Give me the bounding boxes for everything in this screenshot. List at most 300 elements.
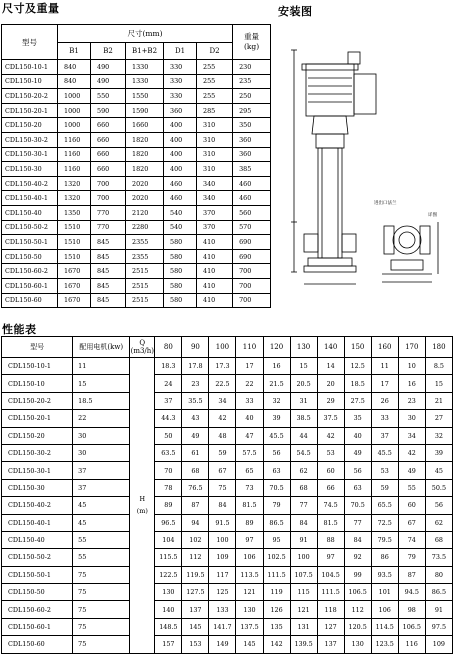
head-value-cell: 86.5 xyxy=(263,514,290,531)
value-cell: 1660 xyxy=(126,118,164,133)
head-value-cell: 145 xyxy=(236,636,263,653)
table-row xyxy=(2,132,271,147)
value-cell: 660 xyxy=(91,147,126,162)
head-value-cell: 49 xyxy=(182,427,209,444)
table-row xyxy=(2,103,271,118)
head-value-cell: 113.5 xyxy=(236,566,263,583)
model-cell: CDL150-10 xyxy=(2,375,73,392)
model-cell: CDL150-20-1 xyxy=(2,410,73,427)
head-value-cell: 29 xyxy=(317,392,344,409)
value-cell: 230 xyxy=(233,60,271,75)
head-value-cell: 137.5 xyxy=(236,618,263,635)
head-value-cell: 86 xyxy=(371,549,398,566)
head-value-cell: 53 xyxy=(371,462,398,479)
head-value-cell: 17 xyxy=(236,358,263,375)
value-cell: 235 xyxy=(233,74,271,89)
head-value-cell: 102 xyxy=(182,531,209,548)
head-value-cell: 66 xyxy=(317,479,344,496)
head-value-cell: 60 xyxy=(317,462,344,479)
head-value-cell: 115 xyxy=(290,584,317,601)
power-cell: 15 xyxy=(73,375,130,392)
flow-header: 110 xyxy=(236,337,263,358)
value-cell: 410 xyxy=(197,278,233,293)
head-value-cell: 22 xyxy=(236,375,263,392)
value-cell: 400 xyxy=(164,147,197,162)
head-value-cell: 10 xyxy=(398,358,425,375)
table-row xyxy=(2,566,453,583)
head-value-cell: 32 xyxy=(425,427,452,444)
head-value-cell: 101 xyxy=(371,584,398,601)
value-cell: 370 xyxy=(197,220,233,235)
value-cell: 1550 xyxy=(126,89,164,104)
head-value-cell: 126 xyxy=(263,601,290,618)
table-row xyxy=(2,601,453,618)
head-value-cell: 97 xyxy=(317,549,344,566)
value-cell: 310 xyxy=(197,147,233,162)
head-value-cell: 45.5 xyxy=(263,427,290,444)
value-cell: 690 xyxy=(233,249,271,264)
power-cell: 30 xyxy=(73,427,130,444)
value-cell: 285 xyxy=(197,103,233,118)
value-cell: 340 xyxy=(197,176,233,191)
head-value-cell: 87 xyxy=(398,566,425,583)
head-value-cell: 37.5 xyxy=(317,410,344,427)
head-value-cell: 86.5 xyxy=(425,584,452,601)
value-cell: 330 xyxy=(164,89,197,104)
value-cell: 410 xyxy=(197,293,233,308)
head-value-cell: 153 xyxy=(182,636,209,653)
head-value-cell: 34 xyxy=(398,427,425,444)
head-value-cell: 16 xyxy=(263,358,290,375)
head-value-cell: 42 xyxy=(209,410,236,427)
model-cell: CDL150-50-1 xyxy=(2,566,73,583)
head-value-cell: 56 xyxy=(425,497,452,514)
value-cell: 845 xyxy=(91,278,126,293)
value-cell: 2355 xyxy=(126,235,164,250)
value-cell: 1670 xyxy=(58,293,91,308)
model-cell: CDL150-40-2 xyxy=(2,497,73,514)
head-value-cell: 40 xyxy=(236,410,263,427)
value-cell: 400 xyxy=(164,118,197,133)
model-cell: CDL150-40 xyxy=(2,205,58,220)
head-value-cell: 15 xyxy=(290,358,317,375)
value-cell: 490 xyxy=(91,60,126,75)
value-cell: 1160 xyxy=(58,162,91,177)
table-row xyxy=(2,549,453,566)
head-value-cell: 31 xyxy=(290,392,317,409)
model-cell: CDL150-40-1 xyxy=(2,514,73,531)
head-value-cell: 54.5 xyxy=(290,444,317,461)
head-value-cell: 48 xyxy=(209,427,236,444)
value-cell: 580 xyxy=(164,235,197,250)
head-value-cell: 73.5 xyxy=(425,549,452,566)
value-cell: 770 xyxy=(91,220,126,235)
table-row xyxy=(2,410,453,427)
power-cell: 75 xyxy=(73,584,130,601)
head-value-cell: 57.5 xyxy=(236,444,263,461)
head-value-cell: 76.5 xyxy=(182,479,209,496)
value-cell: 310 xyxy=(197,162,233,177)
model-cell: CDL150-40 xyxy=(2,531,73,548)
head-value-cell: 63 xyxy=(344,479,371,496)
head-value-cell: 74.5 xyxy=(317,497,344,514)
value-cell: 330 xyxy=(164,74,197,89)
value-cell: 1820 xyxy=(126,147,164,162)
value-cell: 295 xyxy=(233,103,271,118)
value-cell: 845 xyxy=(91,264,126,279)
head-value-cell: 59 xyxy=(371,479,398,496)
table-row xyxy=(2,636,453,653)
head-value-cell: 17 xyxy=(371,375,398,392)
head-value-cell: 127 xyxy=(317,618,344,635)
head-value-cell: 67 xyxy=(398,514,425,531)
power-cell: 18.5 xyxy=(73,392,130,409)
head-value-cell: 18.5 xyxy=(344,375,371,392)
value-cell: 570 xyxy=(233,220,271,235)
flow-header: 150 xyxy=(344,337,371,358)
head-value-cell: 130 xyxy=(344,636,371,653)
model-cell: CDL150-20-2 xyxy=(2,392,73,409)
head-value-cell: 37 xyxy=(371,427,398,444)
head-value-cell: 43 xyxy=(182,410,209,427)
head-value-cell: 94.5 xyxy=(398,584,425,601)
head-value-cell: 55 xyxy=(398,479,425,496)
head-value-cell: 109 xyxy=(425,636,452,653)
model-cell: CDL150-50-2 xyxy=(2,549,73,566)
head-value-cell: 72.5 xyxy=(371,514,398,531)
model-cell: CDL150-60-1 xyxy=(2,618,73,635)
value-cell: 1000 xyxy=(58,103,91,118)
head-value-cell: 39 xyxy=(425,444,452,461)
value-cell: 1000 xyxy=(58,89,91,104)
value-cell: 1350 xyxy=(58,205,91,220)
head-value-cell: 89 xyxy=(155,497,182,514)
head-value-cell: 93.5 xyxy=(371,566,398,583)
table-row xyxy=(2,531,453,548)
head-value-cell: 131 xyxy=(290,618,317,635)
head-value-cell: 12.5 xyxy=(344,358,371,375)
head-value-cell: 73 xyxy=(236,479,263,496)
value-cell: 255 xyxy=(197,89,233,104)
head-value-cell: 91 xyxy=(425,601,452,618)
head-value-cell: 56 xyxy=(263,444,290,461)
installation-drawing xyxy=(278,22,450,302)
flow-header: 100 xyxy=(209,337,236,358)
head-value-cell: 62 xyxy=(290,462,317,479)
value-cell: 255 xyxy=(197,74,233,89)
head-value-cell: 35.5 xyxy=(182,392,209,409)
head-value-cell: 37 xyxy=(155,392,182,409)
power-cell: 22 xyxy=(73,410,130,427)
dims-col-header: B2 xyxy=(91,43,126,60)
model-cell: CDL150-50-1 xyxy=(2,235,58,250)
value-cell: 350 xyxy=(233,118,271,133)
head-value-cell: 97 xyxy=(236,531,263,548)
power-cell: 30 xyxy=(73,444,130,461)
value-cell: 1510 xyxy=(58,235,91,250)
value-cell: 410 xyxy=(197,264,233,279)
value-cell: 580 xyxy=(164,293,197,308)
value-cell: 360 xyxy=(233,132,271,147)
model-cell: CDL150-20-2 xyxy=(2,89,58,104)
head-value-cell: 59 xyxy=(209,444,236,461)
model-cell: CDL150-50 xyxy=(2,584,73,601)
model-cell: CDL150-30 xyxy=(2,479,73,496)
model-cell: CDL150-60 xyxy=(2,293,58,308)
value-cell: 460 xyxy=(233,191,271,206)
model-cell: CDL150-50 xyxy=(2,249,58,264)
power-cell: 75 xyxy=(73,618,130,635)
value-cell: 2280 xyxy=(126,220,164,235)
model-cell: CDL150-30-1 xyxy=(2,462,73,479)
value-cell: 1330 xyxy=(126,60,164,75)
value-cell: 590 xyxy=(91,103,126,118)
table-row xyxy=(2,264,271,279)
table-row xyxy=(2,514,453,531)
value-cell: 340 xyxy=(197,191,233,206)
head-value-cell: 157 xyxy=(155,636,182,653)
table-row xyxy=(2,205,271,220)
head-value-cell: 133 xyxy=(209,601,236,618)
table-row xyxy=(2,584,453,601)
model-cell: CDL150-20-1 xyxy=(2,103,58,118)
value-cell: 2355 xyxy=(126,249,164,264)
value-cell: 845 xyxy=(91,293,126,308)
head-value-cell: 91 xyxy=(290,531,317,548)
inlet-flange-label: 进出口法兰 xyxy=(374,201,397,206)
model-cell: CDL150-30 xyxy=(2,162,58,177)
head-label: H (m) xyxy=(130,358,155,654)
head-value-cell: 24 xyxy=(155,375,182,392)
dims-col-header: B1+B2 xyxy=(126,43,164,60)
flow-header: 120 xyxy=(263,337,290,358)
head-value-cell: 98 xyxy=(398,601,425,618)
head-value-cell: 77 xyxy=(290,497,317,514)
head-value-cell: 68 xyxy=(182,462,209,479)
value-cell: 310 xyxy=(197,132,233,147)
head-value-cell: 123.5 xyxy=(371,636,398,653)
head-value-cell: 35 xyxy=(344,410,371,427)
head-value-cell: 30 xyxy=(398,410,425,427)
head-value-cell: 23 xyxy=(398,392,425,409)
value-cell: 580 xyxy=(164,249,197,264)
dimensions-heading: 尺寸及重量 xyxy=(2,2,60,15)
head-value-cell: 63 xyxy=(263,462,290,479)
head-value-cell: 20 xyxy=(317,375,344,392)
value-cell: 540 xyxy=(164,220,197,235)
head-value-cell: 33 xyxy=(371,410,398,427)
value-cell: 2515 xyxy=(126,293,164,308)
value-cell: 400 xyxy=(164,162,197,177)
head-value-cell: 79.5 xyxy=(371,531,398,548)
power-cell: 55 xyxy=(73,549,130,566)
head-value-cell: 32 xyxy=(263,392,290,409)
head-value-cell: 111.5 xyxy=(263,566,290,583)
perf-model-header: 型号 xyxy=(2,337,73,358)
value-cell: 330 xyxy=(164,60,197,75)
table-row xyxy=(2,358,453,375)
head-value-cell: 117 xyxy=(209,566,236,583)
head-value-cell: 121 xyxy=(290,601,317,618)
head-value-cell: 119 xyxy=(263,584,290,601)
head-value-cell: 39 xyxy=(263,410,290,427)
value-cell: 1670 xyxy=(58,264,91,279)
model-cell: CDL150-10-1 xyxy=(2,358,73,375)
model-cell: CDL150-40-1 xyxy=(2,191,58,206)
head-value-cell: 107.5 xyxy=(290,566,317,583)
value-cell: 1160 xyxy=(58,132,91,147)
value-cell: 660 xyxy=(91,118,126,133)
value-cell: 360 xyxy=(233,147,271,162)
table-row xyxy=(2,375,453,392)
model-cell: CDL150-40-2 xyxy=(2,176,58,191)
flow-header: 130 xyxy=(290,337,317,358)
dimensions-table xyxy=(1,24,271,308)
head-value-cell: 118 xyxy=(317,601,344,618)
value-cell: 540 xyxy=(164,205,197,220)
head-value-cell: 70.5 xyxy=(263,479,290,496)
head-value-cell: 84 xyxy=(209,497,236,514)
head-value-cell: 17.8 xyxy=(182,358,209,375)
head-value-cell: 70 xyxy=(155,462,182,479)
head-value-cell: 77 xyxy=(344,514,371,531)
head-value-cell: 50.5 xyxy=(425,479,452,496)
table-row xyxy=(2,60,271,75)
value-cell: 700 xyxy=(233,278,271,293)
head-value-cell: 65.5 xyxy=(371,497,398,514)
head-value-cell: 33 xyxy=(236,392,263,409)
head-value-cell: 27.5 xyxy=(344,392,371,409)
value-cell: 460 xyxy=(164,176,197,191)
head-value-cell: 109 xyxy=(209,549,236,566)
head-value-cell: 88 xyxy=(317,531,344,548)
head-value-cell: 84 xyxy=(344,531,371,548)
head-value-cell: 112 xyxy=(182,549,209,566)
head-value-cell: 91.5 xyxy=(209,514,236,531)
value-cell: 370 xyxy=(197,205,233,220)
head-value-cell: 97.5 xyxy=(425,618,452,635)
power-cell: 37 xyxy=(73,479,130,496)
model-cell: CDL150-10 xyxy=(2,74,58,89)
value-cell: 1330 xyxy=(126,74,164,89)
head-value-cell: 106 xyxy=(371,601,398,618)
head-value-cell: 122.5 xyxy=(155,566,182,583)
table-row xyxy=(2,89,271,104)
head-value-cell: 21.5 xyxy=(263,375,290,392)
head-value-cell: 60 xyxy=(398,497,425,514)
value-cell: 1320 xyxy=(58,191,91,206)
installation-heading: 安装图 xyxy=(278,5,313,18)
value-cell: 840 xyxy=(58,74,91,89)
head-value-cell: 130 xyxy=(236,601,263,618)
head-value-cell: 68 xyxy=(425,531,452,548)
head-value-cell: 21 xyxy=(425,392,452,409)
head-value-cell: 16 xyxy=(398,375,425,392)
value-cell: 660 xyxy=(91,162,126,177)
dims-col-header: D2 xyxy=(197,43,233,60)
value-cell: 410 xyxy=(197,235,233,250)
table-row xyxy=(2,162,271,177)
head-value-cell: 81.5 xyxy=(236,497,263,514)
head-value-cell: 45.5 xyxy=(371,444,398,461)
perf-power-header: 配用电机(kw) xyxy=(73,337,130,358)
model-cell: CDL150-50-2 xyxy=(2,220,58,235)
head-value-cell: 149 xyxy=(209,636,236,653)
model-cell: CDL150-60-1 xyxy=(2,278,58,293)
model-cell: CDL150-60 xyxy=(2,636,73,653)
model-cell: CDL150-10-1 xyxy=(2,60,58,75)
head-value-cell: 99 xyxy=(344,566,371,583)
performance-heading: 性能表 xyxy=(2,323,37,336)
table-row xyxy=(2,618,453,635)
value-cell: 490 xyxy=(91,74,126,89)
head-value-cell: 115.5 xyxy=(155,549,182,566)
head-value-cell: 8.5 xyxy=(425,358,452,375)
model-cell: CDL150-30-1 xyxy=(2,147,58,162)
detail-label: 详图 xyxy=(428,213,437,218)
head-value-cell: 84 xyxy=(290,514,317,531)
head-value-cell: 81.5 xyxy=(317,514,344,531)
head-value-cell: 70.5 xyxy=(344,497,371,514)
value-cell: 1320 xyxy=(58,176,91,191)
value-cell: 2515 xyxy=(126,264,164,279)
head-value-cell: 78 xyxy=(155,479,182,496)
head-value-cell: 49 xyxy=(344,444,371,461)
value-cell: 2515 xyxy=(126,278,164,293)
head-value-cell: 45 xyxy=(425,462,452,479)
value-cell: 1160 xyxy=(58,147,91,162)
head-value-cell: 106.5 xyxy=(398,618,425,635)
dims-size-header: 尺寸(mm) xyxy=(58,25,233,43)
flow-header: 180 xyxy=(425,337,452,358)
model-cell: CDL150-60-2 xyxy=(2,601,73,618)
value-cell: 690 xyxy=(233,235,271,250)
table-row xyxy=(2,147,271,162)
head-value-cell: 75 xyxy=(209,479,236,496)
head-value-cell: 68 xyxy=(290,479,317,496)
dims-weight-header: 重量 (kg) xyxy=(233,25,271,60)
value-cell: 1670 xyxy=(58,278,91,293)
table-row xyxy=(2,392,453,409)
value-cell: 845 xyxy=(91,249,126,264)
head-value-cell: 112 xyxy=(344,601,371,618)
head-value-cell: 80 xyxy=(425,566,452,583)
table-row xyxy=(2,220,271,235)
value-cell: 1000 xyxy=(58,118,91,133)
value-cell: 1590 xyxy=(126,103,164,118)
flow-header: 160 xyxy=(371,337,398,358)
head-value-cell: 121 xyxy=(236,584,263,601)
model-cell: CDL150-30-2 xyxy=(2,132,58,147)
value-cell: 845 xyxy=(91,235,126,250)
table-row xyxy=(2,74,271,89)
head-value-cell: 127.5 xyxy=(182,584,209,601)
table-row xyxy=(2,444,453,461)
value-cell: 2120 xyxy=(126,205,164,220)
head-value-cell: 125 xyxy=(209,584,236,601)
model-cell: CDL150-30-2 xyxy=(2,444,73,461)
head-value-cell: 141.7 xyxy=(209,618,236,635)
head-value-cell: 65 xyxy=(236,462,263,479)
dims-model-header: 型号 xyxy=(2,25,58,60)
value-cell: 460 xyxy=(164,191,197,206)
performance-table xyxy=(1,336,453,654)
head-value-cell: 34 xyxy=(209,392,236,409)
head-value-cell: 49 xyxy=(398,462,425,479)
head-value-cell: 47 xyxy=(236,427,263,444)
head-value-cell: 139.5 xyxy=(290,636,317,653)
head-value-cell: 63.5 xyxy=(155,444,182,461)
